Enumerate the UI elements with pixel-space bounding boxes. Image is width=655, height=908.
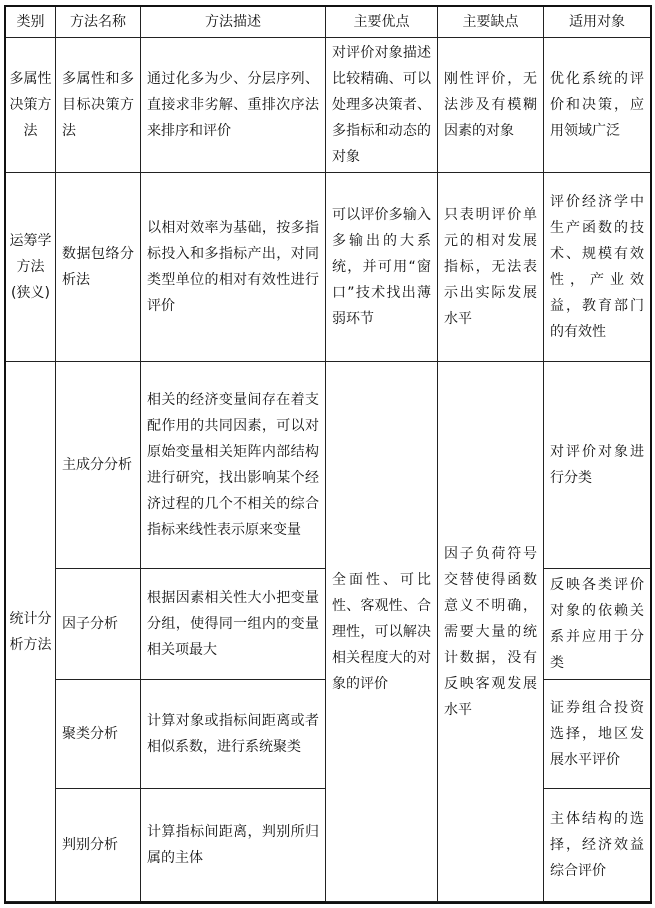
- category-cell: 统计分析方法: [6, 362, 56, 902]
- table-row: [6, 38, 651, 173]
- disadvantages-cell: 只表明评价单元的相对发展指标，无法表示出实际发展水平: [438, 173, 544, 362]
- advantages-cell: 对评价对象描述比较精确、可以处理多决策者、多指标和动态的对象: [326, 38, 438, 173]
- table-row: [6, 173, 651, 362]
- category-cell: 运筹学方法(狭义): [6, 173, 56, 362]
- method-description-cell: 相关的经济变量间存在着支配作用的共同因素，可以对原始变量相关矩阵内部结构进行研究，找出影响某个经济过程的几个不相关的综合指标来线性表示原来变量: [141, 362, 326, 569]
- applicable-objects-cell: 对评价对象进行分类: [544, 362, 651, 569]
- header-category: 类别: [6, 7, 56, 38]
- header-advantages: 主要优点: [326, 7, 438, 38]
- header-method-name: 方法名称: [56, 7, 141, 38]
- method-description-cell: 计算指标间距离，判别所归属的主体: [141, 789, 326, 902]
- method-name-cell: 主成分分析: [56, 362, 141, 569]
- applicable-objects-cell: 反映各类评价对象的依赖关系并应用于分类: [544, 569, 651, 680]
- method-name-cell: 聚类分析: [56, 680, 141, 789]
- table-row: [6, 362, 651, 569]
- method-description-cell: 根据因素相关性大小把变量分组，使得同一组内的变量相关项最大: [141, 569, 326, 680]
- header-applicable-objects: 适用对象: [544, 7, 651, 38]
- applicable-objects-cell: 优化系统的评价和决策，应用领域广泛: [544, 38, 651, 173]
- method-description-cell: 以相对效率为基础，按多指标投入和多指标产出，对同类型单位的相对有效性进行评价: [141, 173, 326, 362]
- disadvantages-cell: 刚性评价，无法涉及有模糊因素的对象: [438, 38, 544, 173]
- header-disadvantages: 主要缺点: [438, 7, 544, 38]
- advantages-cell: 全面性、可比性、客观性、合理性，可以解决相关程度大的对象的评价: [326, 362, 438, 902]
- applicable-objects-cell: 证券组合投资选择，地区发展水平评价: [544, 680, 651, 789]
- header-method-description: 方法描述: [141, 7, 326, 38]
- method-name-cell: 判别分析: [56, 789, 141, 902]
- method-name-cell: 因子分析: [56, 569, 141, 680]
- category-cell: 多属性决策方法: [6, 38, 56, 173]
- applicable-objects-cell: 主体结构的选择，经济效益综合评价: [544, 789, 651, 902]
- header-row: [6, 7, 651, 38]
- method-name-cell: 数据包络分析法: [56, 173, 141, 362]
- advantages-cell: 可以评价多输入多输出的大系统，并可用“窗口”技术找出薄弱环节: [326, 173, 438, 362]
- applicable-objects-cell: 评价经济学中生产函数的技术、规模有效性，产业效益，教育部门的有效性: [544, 173, 651, 362]
- disadvantages-cell: 因子负荷符号交替使得函数意义不明确，需要大量的统计数据，没有反映客观发展水平: [438, 362, 544, 902]
- method-name-cell: 多属性和多目标决策方法: [56, 38, 141, 173]
- method-description-cell: 计算对象或指标间距离或者相似系数，进行系统聚类: [141, 680, 326, 789]
- methods-table: [5, 6, 651, 903]
- method-description-cell: 通过化多为少、分层序列、直接求非劣解、重排次序法来排序和评价: [141, 38, 326, 173]
